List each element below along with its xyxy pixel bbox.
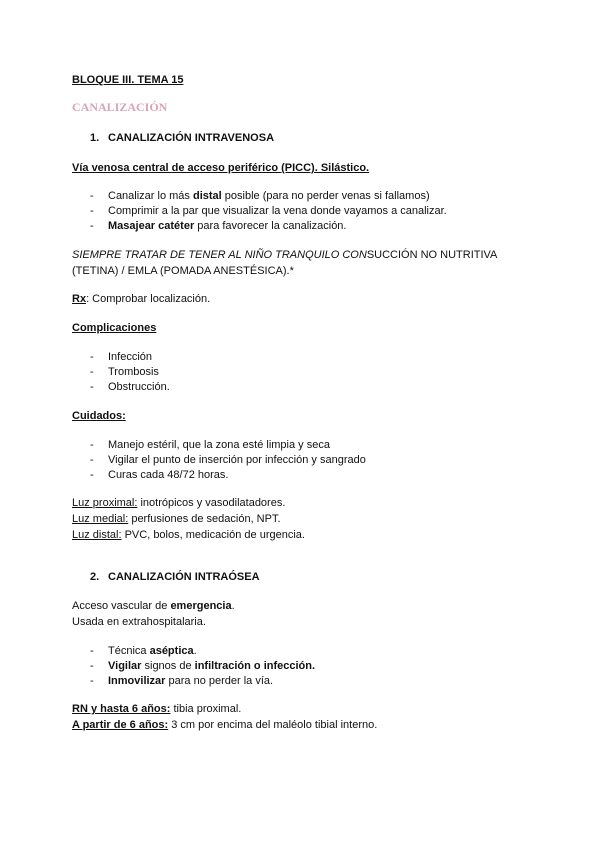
complications-heading: Complicaciones [72,322,157,334]
list-item: - Infección [90,351,153,363]
list-item: - Vigilar el punto de inserción por infección y sangrado [90,454,366,466]
tranquil-note-line1: SIEMPRE TRATAR DE TENER AL NIÑO TRANQUILO CONSUCCIÓN NO NUTRITIVA [72,249,498,261]
complications-list [90,350,170,395]
site-newborn: RN y hasta 6 años: tibia proximal. [72,703,242,715]
tranquil-note-line2: (TETINA) / EMLA (POMADA ANESTÉSICA).* [72,265,294,277]
lumen-proximal: Luz proximal: inotrópicos y vasodilatadores. [72,497,286,509]
list-item: - Trombosis [90,366,159,378]
site-over-six: A partir de 6 años: 3 cm por encima del maléolo tibial interno. [72,719,378,731]
section1-title: CANALIZACIÓN INTRAVENOSA [108,132,275,144]
list-item: - Inmovilizar para no perder la vía. [90,675,274,687]
topic-subtitle: CANALIZACIÓN [72,100,168,114]
picc-list [90,189,447,234]
list-item: - Curas cada 48/72 horas. [90,469,229,481]
usage-line: Usada en extrahospitalaria. [72,616,206,628]
intraosseous-list [90,644,315,689]
care-heading: Cuidados: [72,410,126,422]
list-item: - Comprimir a la par que visualizar la vena donde vayamos a canalizar. [90,205,447,217]
section1-number: 1. [90,132,100,144]
picc-heading: Vía venosa central de acceso periférico (PICC). Silástico. [72,162,370,174]
list-item: - Manejo estéril, que la zona esté limpia y seca [90,439,330,451]
list-item: - Masajear catéter para favorecer la canalización. [90,220,347,232]
rx-line: Rx: Comprobar localización. [72,293,211,305]
access-line: Acceso vascular de emergencia. [72,600,235,612]
section2-title: CANALIZACIÓN INTRAÓSEA [108,571,260,583]
care-list [90,438,366,483]
list-item: - Técnica aséptica. [90,645,197,657]
section2-number: 2. [90,571,100,583]
lumen-medial: Luz medial: perfusiones de sedación, NPT. [72,513,281,525]
list-item: - Canalizar lo más distal posible (para no perder venas si fallamos) [90,190,430,202]
lumen-distal: Luz distal: PVC, bolos, medicación de urgencia. [72,529,305,541]
list-item: - Vigilar signos de infiltración o infección. [90,660,316,672]
list-item: - Obstrucción. [90,381,170,393]
block-title: BLOQUE III. TEMA 15 [72,74,184,86]
